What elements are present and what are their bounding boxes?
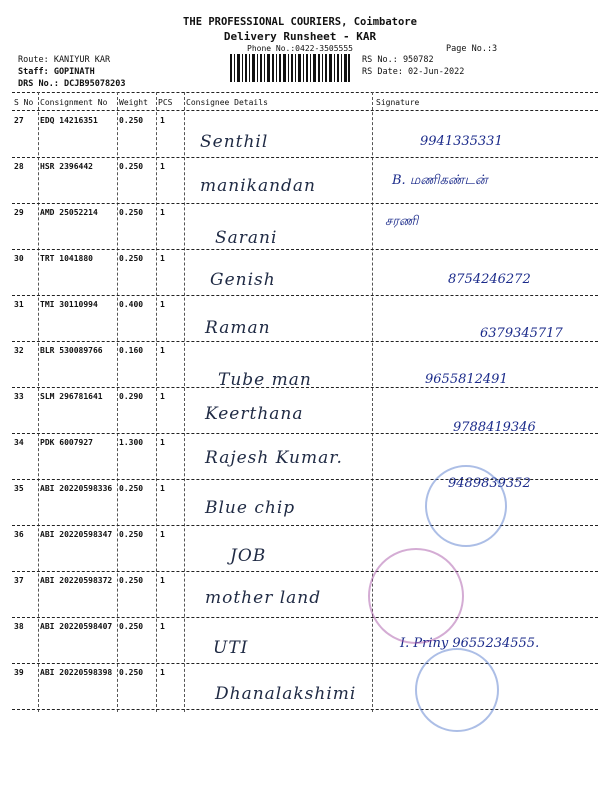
table-row: [0, 388, 600, 433]
row-consignee: JOB: [230, 546, 267, 566]
row-consignment: PDK 6007927: [40, 438, 93, 447]
row-sno: 38: [14, 622, 24, 631]
row-consignment: EDQ 14216351: [40, 116, 98, 125]
row-weight: 0.250: [119, 254, 144, 263]
table-row: [0, 250, 600, 295]
row-signature: 9655812491: [425, 372, 508, 387]
page-number: Page No.:3: [446, 44, 498, 54]
row-sno: 35: [14, 484, 24, 493]
row-consignee: Genish: [210, 270, 276, 290]
table-row: [0, 572, 600, 617]
row-consignee: Rajesh Kumar.: [205, 448, 343, 468]
rs-number: RS No.: 950782: [362, 55, 434, 65]
row-sno: 39: [14, 668, 24, 677]
route: Route: KANIYUR KAR: [18, 55, 111, 65]
table-row: [0, 112, 600, 157]
row-signature: 9489839352: [448, 476, 531, 491]
row-weight: 0.250: [119, 208, 144, 217]
row-pcs: 1: [160, 576, 165, 585]
row-consignment: TMI 30110994: [40, 300, 98, 309]
row-weight: 0.290: [119, 392, 144, 401]
row-consignee: Tube man: [218, 370, 312, 390]
row-sno: 31: [14, 300, 24, 309]
row-pcs: 1: [160, 622, 165, 631]
row-signature: I. Priny 9655234555.: [400, 636, 540, 651]
row-signature: 8754246272: [448, 272, 531, 287]
row-weight: 0.250: [119, 622, 144, 631]
row-sno: 34: [14, 438, 24, 447]
table-row: [0, 158, 600, 203]
row-sno: 37: [14, 576, 24, 585]
row-signature: B. மணிகண்டன்: [392, 173, 488, 188]
table-row: [0, 204, 600, 249]
row-signature: 9941335331: [420, 134, 503, 149]
col-consignee: Consignee Details: [186, 98, 268, 107]
row-pcs: 1: [160, 254, 165, 263]
row-pcs: 1: [160, 300, 165, 309]
header-divider-bottom: [12, 110, 598, 111]
row-pcs: 1: [160, 162, 165, 171]
header-divider-top: [12, 92, 598, 93]
row-consignment: ABI 20220598372: [40, 576, 113, 585]
row-pcs: 1: [160, 208, 165, 217]
col-signature: Signature: [376, 98, 420, 107]
col-pcs: PCS: [158, 98, 173, 107]
company-title: THE PROFESSIONAL COURIERS, Coimbatore: [183, 16, 417, 28]
row-consignee: Keerthana: [205, 404, 304, 424]
row-consignment: HSR 2396442: [40, 162, 93, 171]
row-signature: 9788419346: [453, 420, 536, 435]
rs-date: RS Date: 02-Jun-2022: [362, 67, 465, 77]
table-row: [0, 480, 600, 525]
row-weight: 0.250: [119, 162, 144, 171]
table-row: [0, 526, 600, 571]
table-row: [0, 342, 600, 390]
office-seal: [415, 648, 499, 732]
company-seal: [368, 548, 464, 644]
row-pcs: 1: [160, 484, 165, 493]
row-weight: 0.400: [119, 300, 144, 309]
row-pcs: 1: [160, 530, 165, 539]
row-weight: 0.250: [119, 576, 144, 585]
row-weight: 0.250: [119, 484, 144, 493]
row-signature: 6379345717: [480, 326, 563, 341]
courier-stamp: [425, 465, 507, 547]
row-consignee: Raman: [205, 318, 271, 338]
table-row: [0, 618, 600, 663]
row-sno: 29: [14, 208, 24, 217]
row-weight: 1.300: [119, 438, 144, 447]
row-pcs: 1: [160, 668, 165, 677]
row-weight: 0.250: [119, 116, 144, 125]
row-pcs: 1: [160, 438, 165, 447]
row-sno: 28: [14, 162, 24, 171]
row-sno: 27: [14, 116, 24, 125]
row-divider: [12, 709, 598, 710]
row-pcs: 1: [160, 346, 165, 355]
sheet-title: Delivery Runsheet - KAR: [223, 30, 377, 43]
row-consignment: TRT 1041880: [40, 254, 93, 263]
table-row: [0, 296, 600, 341]
row-weight: 0.250: [119, 668, 144, 677]
row-sno: 32: [14, 346, 24, 355]
col-weight: Weight: [119, 98, 148, 107]
row-consignment: AMD 25052214: [40, 208, 98, 217]
row-sno: 30: [14, 254, 24, 263]
row-pcs: 1: [160, 116, 165, 125]
row-signature: சரணி: [385, 214, 419, 229]
row-consignee: Blue chip: [205, 498, 296, 518]
row-consignee: UTI: [213, 638, 249, 658]
phone-number: Phone No.:0422-3505555: [247, 44, 353, 53]
row-consignment: ABI 20220598398: [40, 668, 113, 677]
drs-number: DRS No.: DCJB95078203: [18, 79, 126, 89]
row-consignee: mother land: [205, 588, 322, 608]
row-weight: 0.250: [119, 530, 144, 539]
staff: Staff: GOPINATH: [18, 67, 95, 77]
row-sno: 36: [14, 530, 24, 539]
row-pcs: 1: [160, 392, 165, 401]
table-row: [0, 664, 600, 709]
barcode-icon: [230, 54, 350, 82]
row-consignment: BLR 530089766: [40, 346, 103, 355]
row-consignee: manikandan: [200, 176, 316, 196]
row-sno: 33: [14, 392, 24, 401]
col-sno: S No: [14, 98, 34, 107]
col-consignment: Consignment No: [40, 98, 108, 107]
row-weight: 0.160: [119, 346, 144, 355]
row-consignment: ABI 20220598347: [40, 530, 113, 539]
row-consignee: Senthil: [200, 132, 269, 152]
row-consignment: SLM 296781641: [40, 392, 103, 401]
row-consignment: ABI 20220598336: [40, 484, 113, 493]
row-consignee: Dhanalakshimi: [215, 684, 357, 704]
row-consignee: Sarani: [215, 228, 278, 248]
row-consignment: ABI 20220598407: [40, 622, 113, 631]
